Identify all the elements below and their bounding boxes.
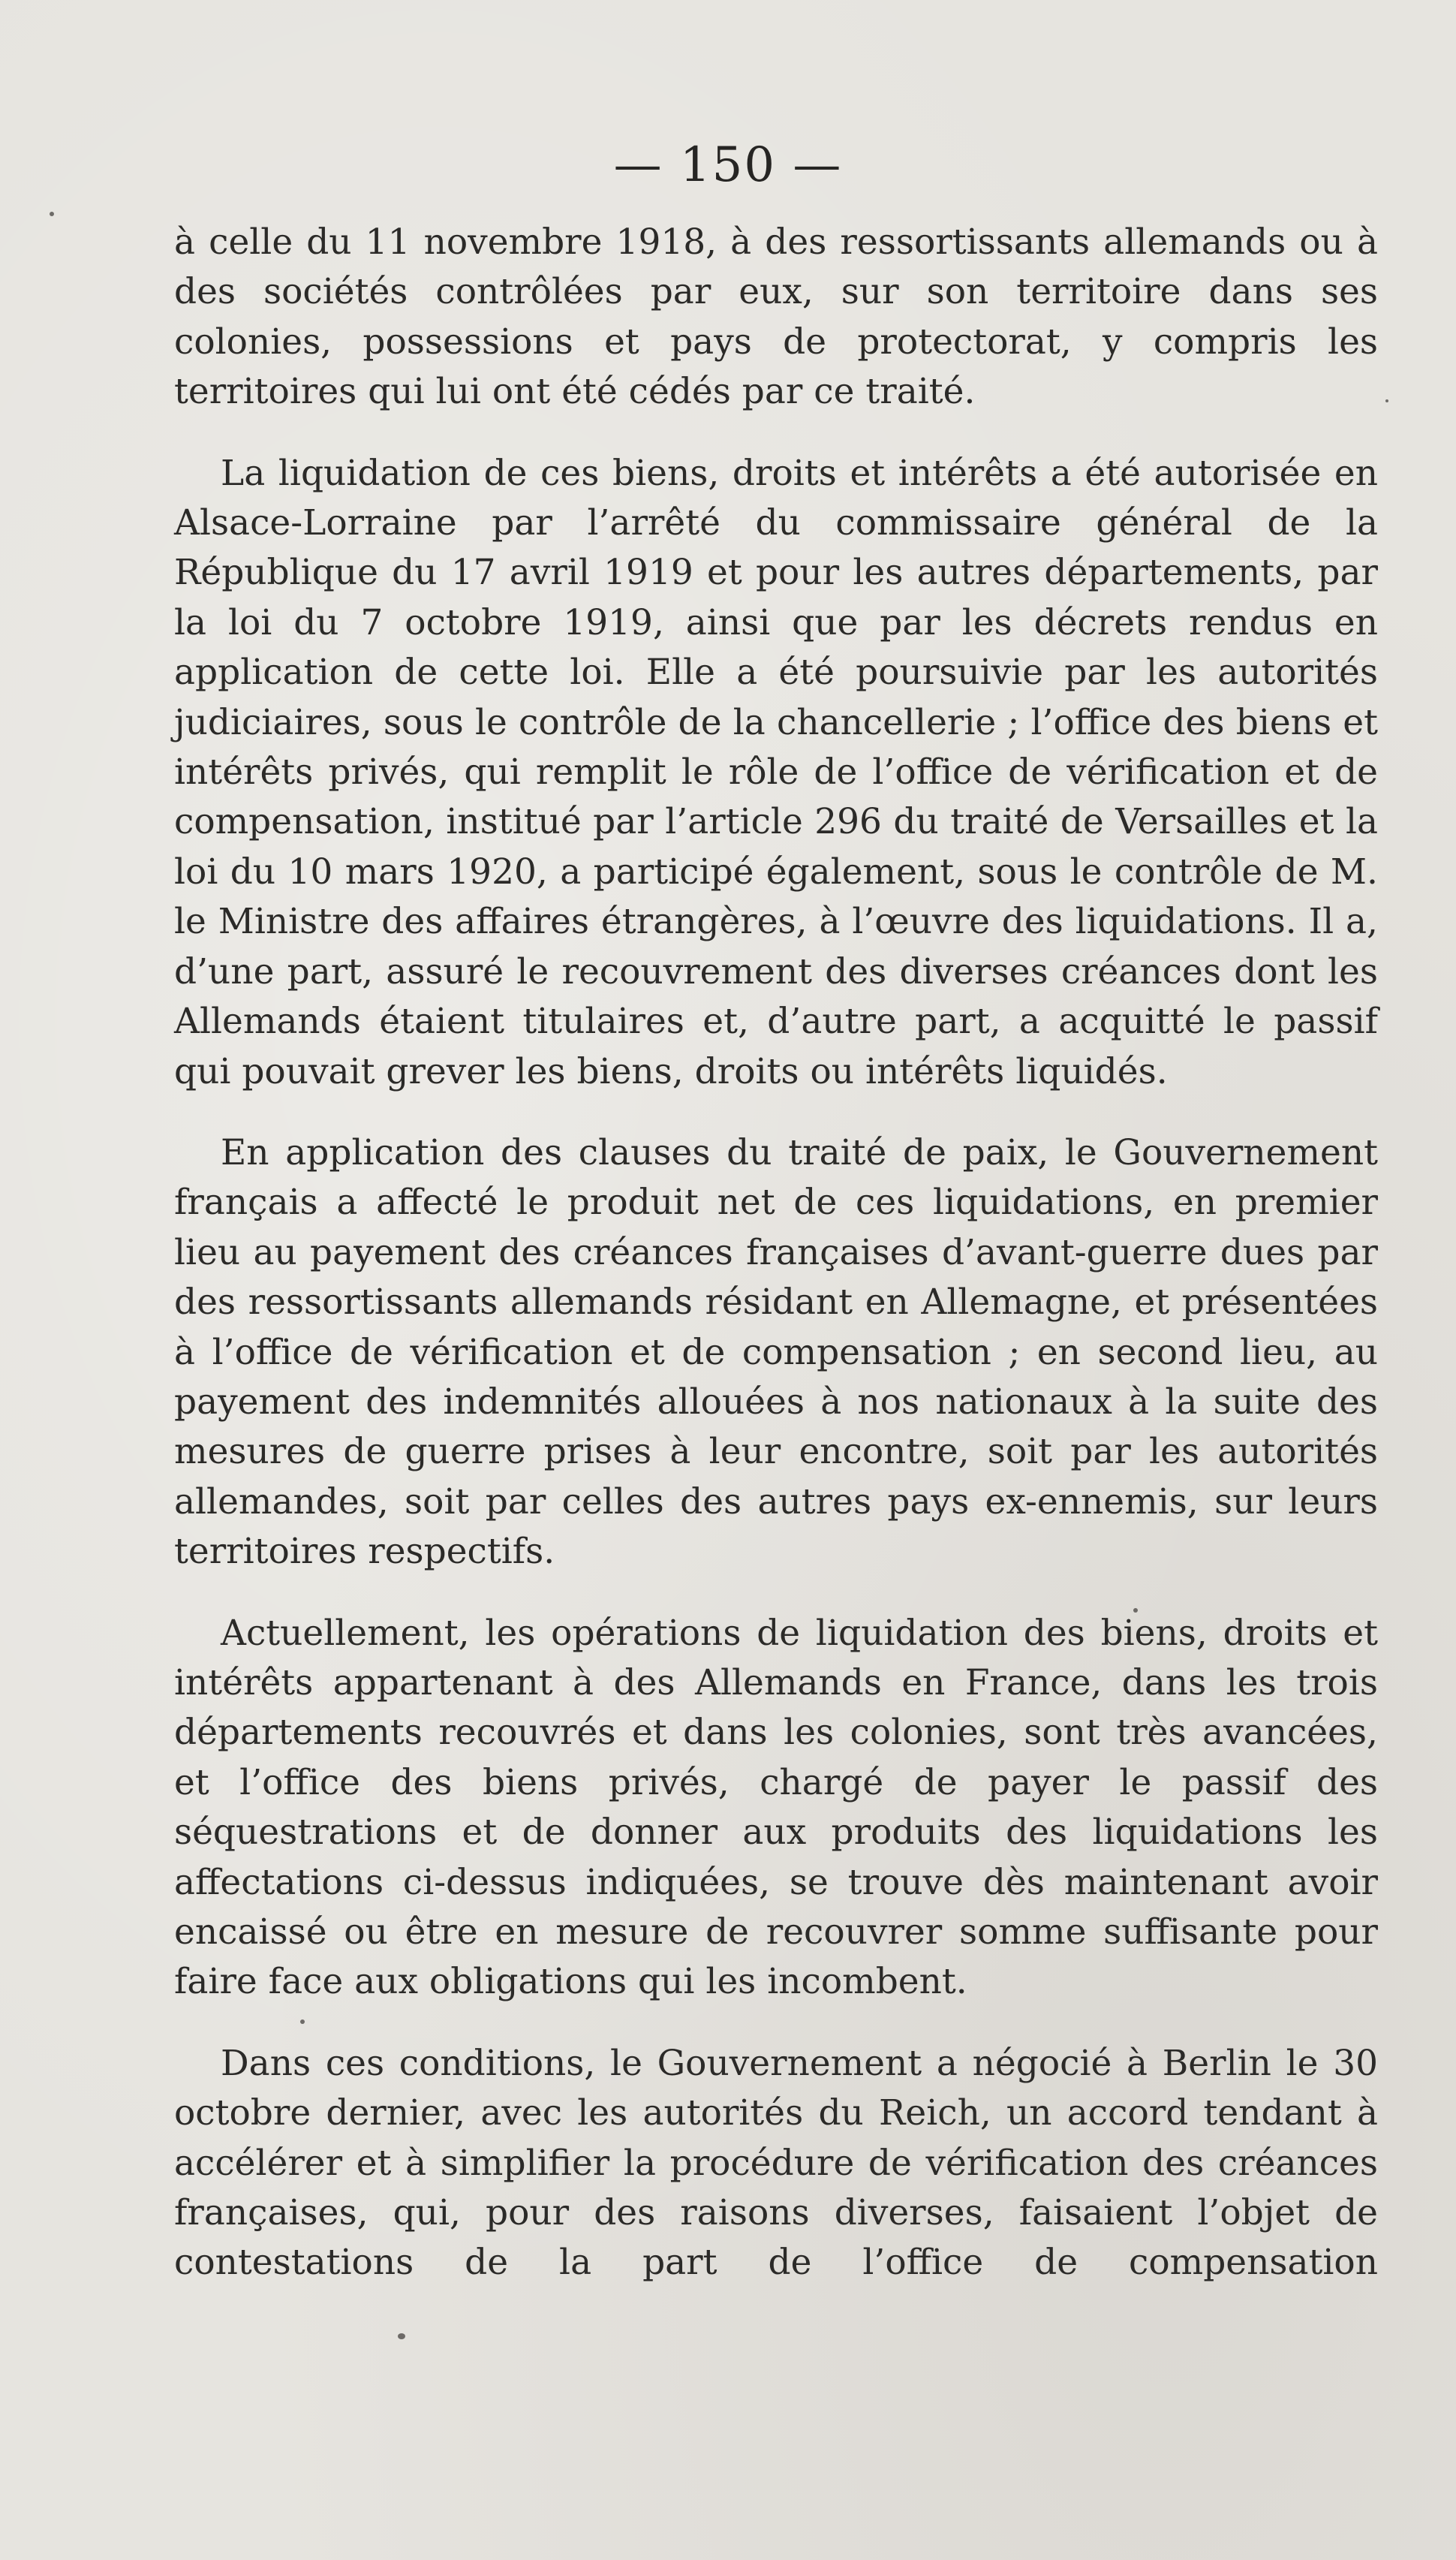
paragraph-2: La liquidation de ces biens, droits et intérêts a été autorisée en Alsace-Lorraine par l’arrêté du commissaire général de la République du 17 avril 1919 et pour les autres départements, par la loi du 7 octobre 1919, ainsi que par les décrets rendus en application de cette loi. Elle a été poursuivie par les autorités judiciaires, sous le contrôle de la chancellerie ; l’office des biens et intérêts privés, qui remplit le rôle de l’office de vérification et de compensation, institué par l’article 296 du traité de Versailles et la loi du 10 mars 1920, a participé également, sous le contrôle de M. le Ministre des affaires étrangères, à l’œuvre des liquidations. Il a, d’une part, assuré le recouvrement des diverses créances dont les Allemands étaient titulaires et, d’autre part, a acquitté le passif qui pouvait grever les biens, droits ou intérêts liquidés.: [174, 452, 1378, 1092]
paragraph-3: En application des clauses du traité de paix, le Gouvernement français a affecté le produit net de ces liquidations, en premier lieu au payement des créances françaises d’avant-guerre dues par des ressortissants allemands résidant en Allemagne, et présentées à l’office de vérification et de compensation ; en second lieu, au payement des indemnités allouées à nos nationaux à la suite des mesures de guerre prises à leur encontre, soit par les autorités allemandes, soit par celles des autres pays ex-ennemis, sur leurs territoires respectifs.: [174, 1131, 1378, 1573]
paper-speck: [1133, 1608, 1138, 1613]
paragraph-4: Actuellement, les opérations de liquidation des biens, droits et intérêts appartenant à des Allemands en France, dans les trois départements recouvrés et dans les colonies, sont très avancées, et l’office des biens privés, chargé de payer le passif des séquestrations et de donner aux produits des liquidations les affectations ci-dessus indiquées, se trouve dès maintenant avoir encaissé ou être en mesure de recouvrer somme suffisante pour faire face aux obligations qui les incombent.: [174, 1612, 1378, 2003]
paper-speck: [398, 2333, 405, 2339]
page-number: — 150 —: [613, 137, 843, 193]
paragraph-5: Dans ces conditions, le Gouvernement a négocié à Berlin le 30 octobre dernier, avec les autorités du Reich, un accord tendant à accélérer et à simplifier la procédure de vérification des créances françaises, qui, pour des raisons diverses, faisaient l’objet de contestations de la part de l’office de compensation: [174, 2042, 1378, 2284]
body-text: [174, 218, 1378, 2288]
paper-speck: [50, 212, 54, 216]
paper-speck: [300, 2019, 305, 2024]
paragraph-1: à celle du 11 novembre 1918, à des ressortissants allemands ou à des sociétés contrôlées par eux, sur son territoire dans ses colonies, possessions et pays de protectorat, y compris les territoires qui lui ont été cédés par ce traité.: [174, 221, 1378, 413]
paper-speck: [1385, 399, 1388, 402]
